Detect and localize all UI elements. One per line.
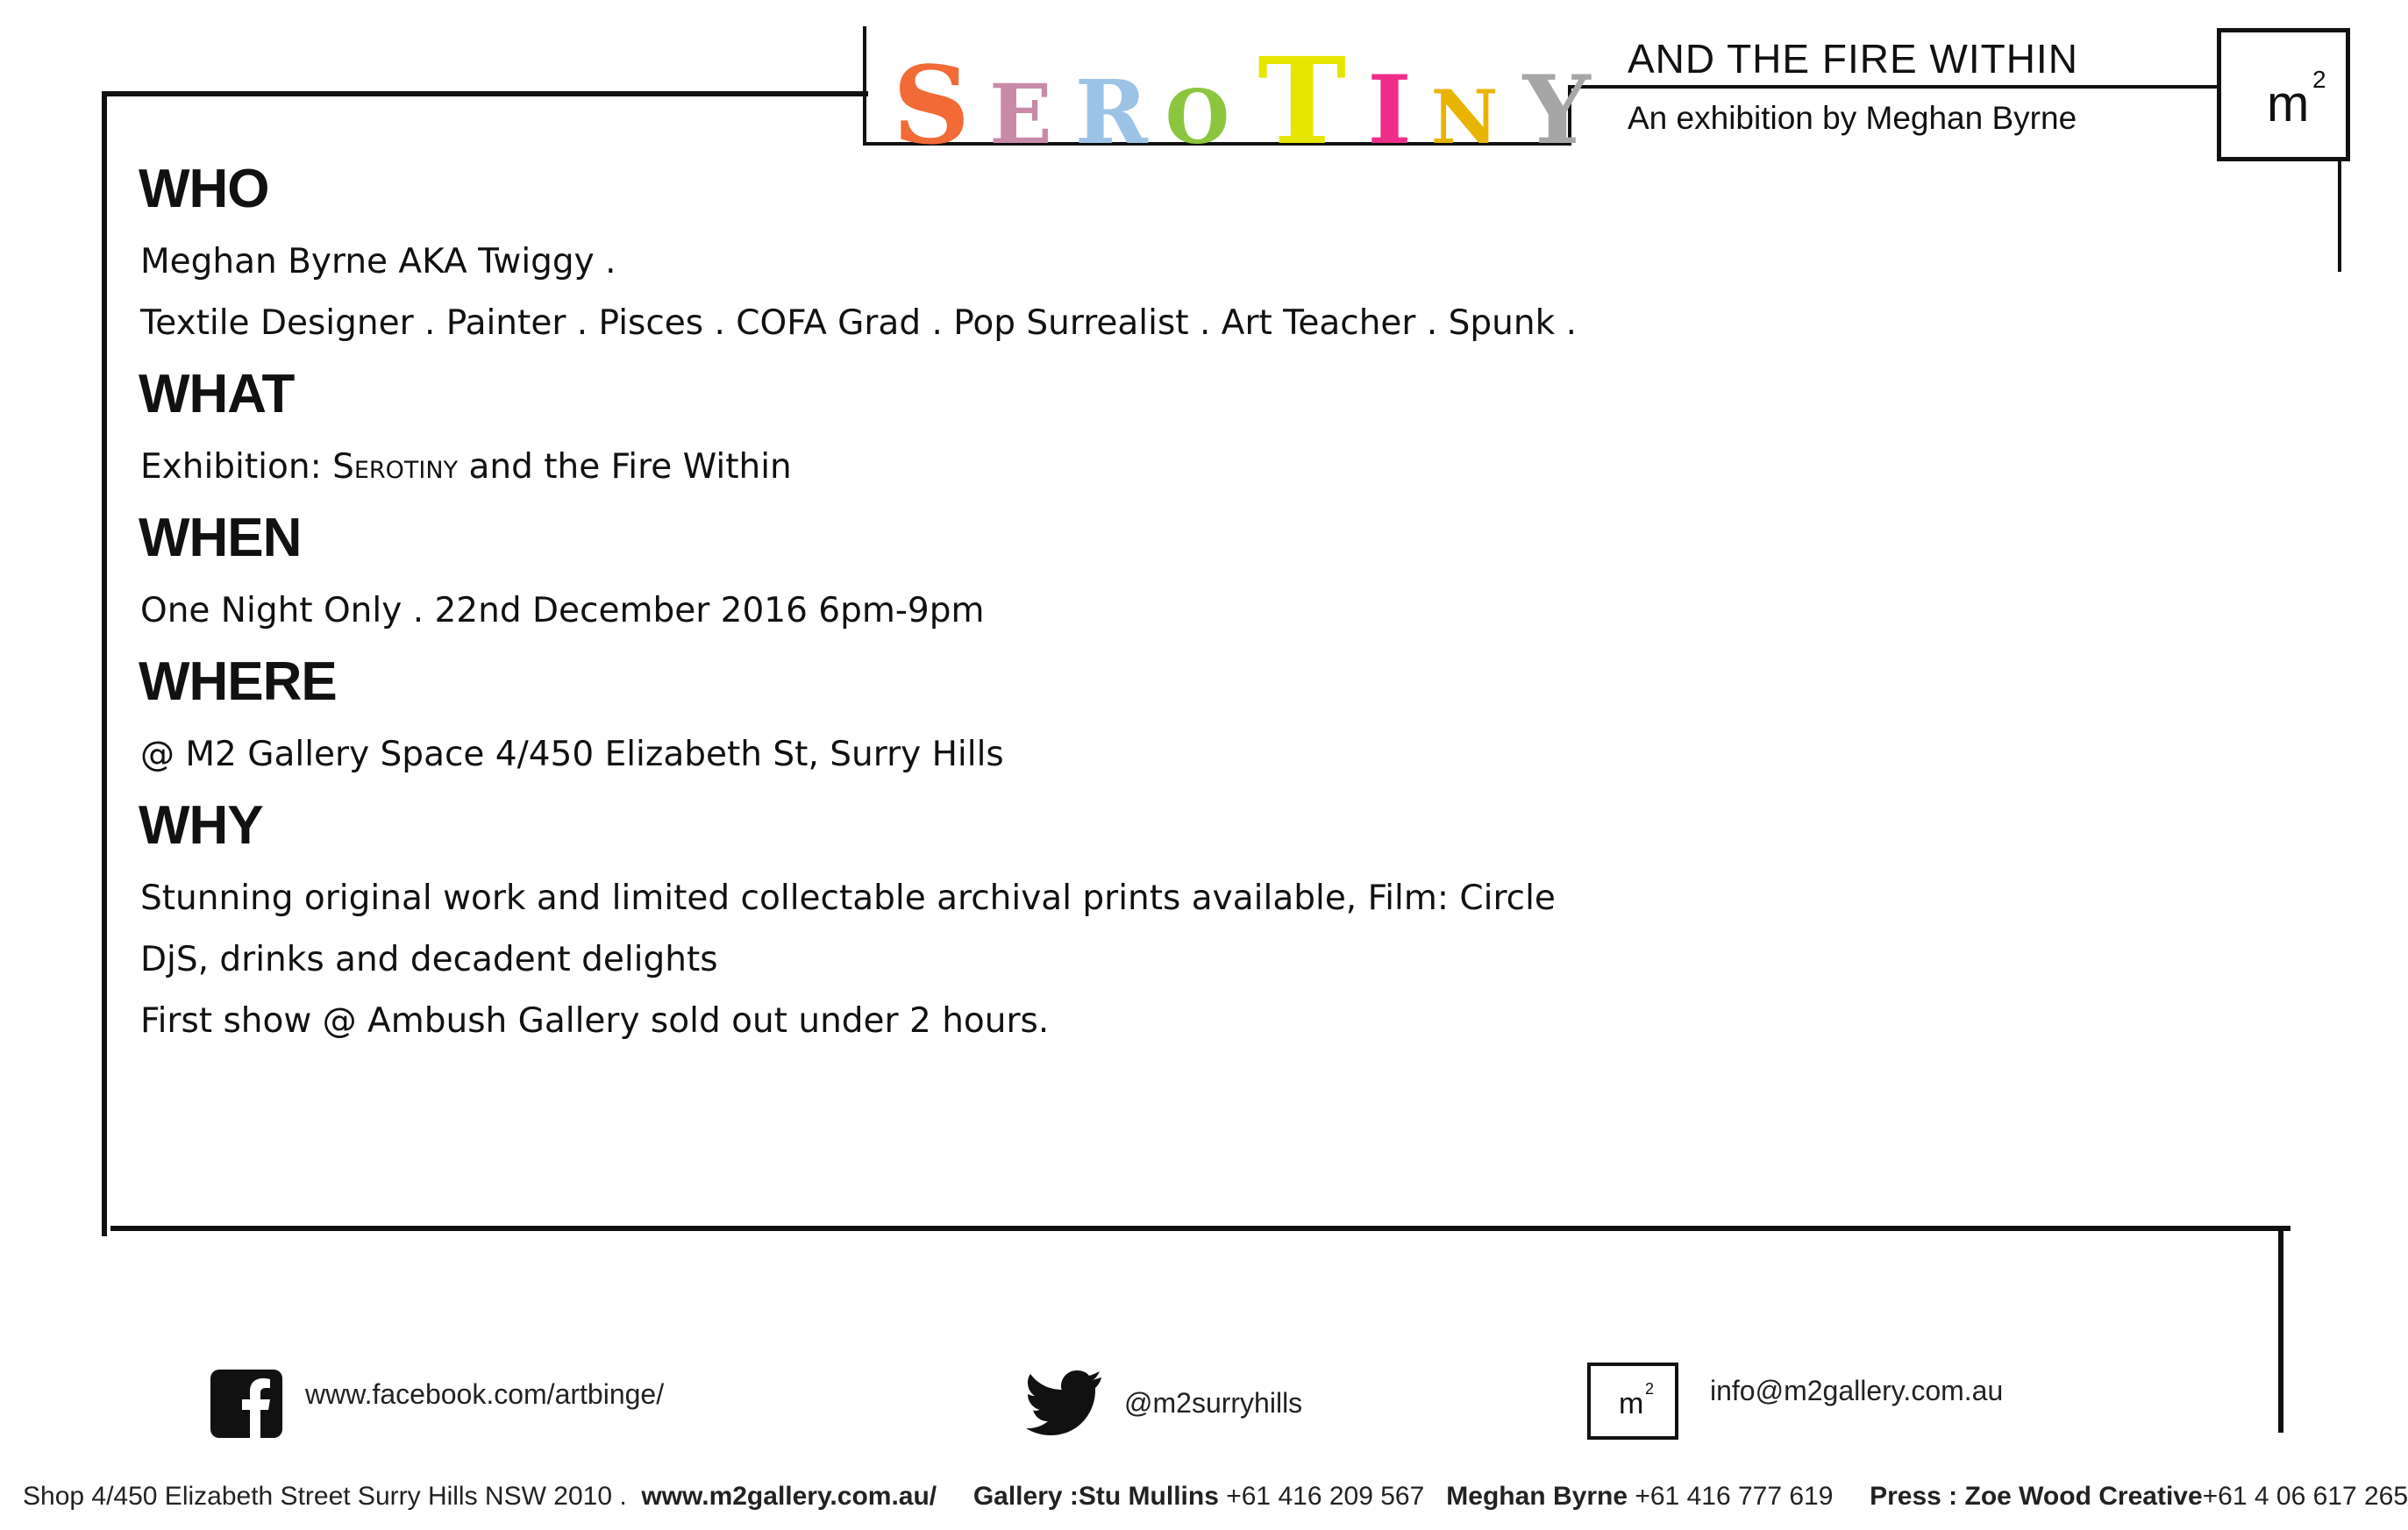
- heading-why: WHY: [139, 795, 263, 856]
- title-letter: O: [1165, 74, 1230, 160]
- footer-press-label: Press : Zoe Wood Creative: [1870, 1482, 2203, 1511]
- footer-artist-label: Meghan Byrne: [1446, 1482, 1628, 1511]
- m2-small-logo-sup: 2: [1645, 1380, 1655, 1398]
- title-letter: R: [1074, 60, 1148, 164]
- email-link[interactable]: info@m2gallery.com.au: [1710, 1375, 2004, 1406]
- byline: An exhibition by Meghan Byrne: [1628, 100, 2077, 136]
- frame-left: [102, 91, 107, 1236]
- title-letter: N: [1430, 74, 1499, 160]
- footer-address: Shop 4/450 Elizabeth Street Surry Hills NSW 2010 .: [23, 1482, 627, 1511]
- title-letter: T: [1257, 32, 1347, 172]
- heading-who: WHO: [139, 159, 269, 219]
- m2-logo-sup: 2: [2312, 66, 2326, 93]
- who-line-2: Textile Designer . Painter . Pisces . COFA Grad . Pop Surrealist . Art Teacher . Spunk .: [140, 303, 1577, 343]
- title-letter: S: [893, 42, 971, 168]
- footer-info-line: [23, 1482, 2408, 1512]
- m2-logo: [2217, 28, 2350, 161]
- what-suffix: and the Fire Within: [458, 447, 792, 487]
- serotiny-title: [893, 32, 1591, 172]
- what-exhibition-name: Serotiny: [332, 447, 459, 487]
- frame-bottom: [110, 1226, 2290, 1231]
- what-prefix: Exhibition:: [140, 447, 333, 487]
- header-rule: [1568, 85, 2217, 89]
- footer-website[interactable]: www.m2gallery.com.au/: [641, 1482, 937, 1511]
- footer-press-phone: +61 4 06 617 265: [2202, 1482, 2408, 1511]
- title-letter: Y: [1522, 55, 1591, 166]
- footer-gallery-label: Gallery :Stu Mullins: [972, 1482, 1219, 1511]
- facebook-icon[interactable]: [210, 1370, 282, 1438]
- heading-when: WHEN: [139, 508, 302, 568]
- why-line-1: Stunning original work and limited collectable archival prints available, Film: Circle: [140, 879, 1556, 918]
- twitter-handle[interactable]: @m2surryhills: [1124, 1387, 1303, 1419]
- m2-small-logo-m: m: [1619, 1387, 1644, 1420]
- when-line: One Night Only . 22nd December 2016 6pm-9pm: [140, 591, 985, 630]
- who-line-1: Meghan Byrne AKA Twiggy .: [140, 242, 616, 281]
- m2-small-logo: [1587, 1363, 1678, 1440]
- where-line: @ M2 Gallery Space 4/450 Elizabeth St, Surry Hills: [140, 735, 1004, 774]
- title-letter: I: [1367, 55, 1412, 166]
- subtitle-text: AND THE FIRE WITHIN: [1628, 36, 2078, 82]
- why-line-2: DjS, drinks and decadent delights: [140, 940, 718, 979]
- what-line: [140, 447, 792, 487]
- frame-right-bottom: [2278, 1226, 2283, 1433]
- why-line-3: First show @ Ambush Gallery sold out under 2 hours.: [140, 1001, 1050, 1041]
- subtitle: [1628, 35, 2078, 82]
- heading-what: WHAT: [139, 364, 295, 424]
- twitter-icon[interactable]: [1026, 1370, 1103, 1433]
- heading-where: WHERE: [139, 651, 337, 712]
- m2-logo-m: m: [2267, 75, 2310, 132]
- facebook-link[interactable]: www.facebook.com/artbinge/: [305, 1378, 665, 1410]
- footer-gallery-phone: +61 416 209 567: [1218, 1482, 1425, 1511]
- title-box-left: [863, 26, 866, 146]
- title-letter: E: [989, 67, 1052, 163]
- footer-artist-phone: +61 416 777 619: [1628, 1482, 1834, 1511]
- frame-top-left: [102, 91, 868, 96]
- logo-stem: [2338, 161, 2341, 272]
